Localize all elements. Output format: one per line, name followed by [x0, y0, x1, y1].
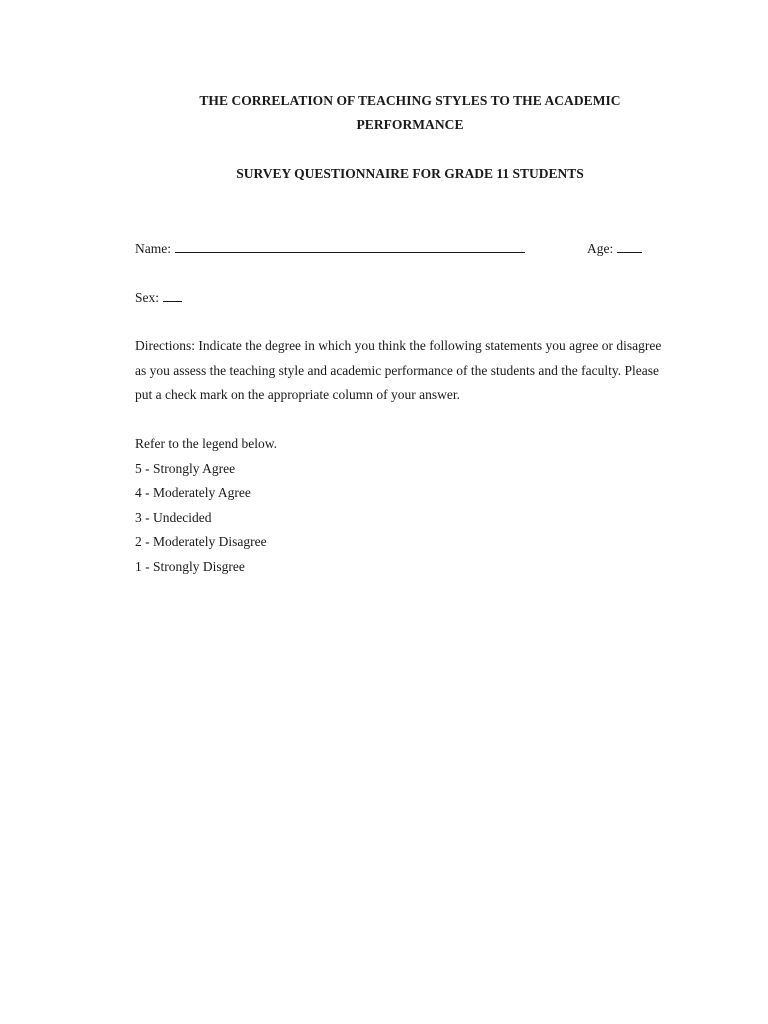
directions-paragraph: [135, 334, 695, 408]
legend-intro: Refer to the legend below.: [135, 436, 277, 451]
name-field-row: [135, 238, 525, 260]
directions-line: Directions: Indicate the degree in which you think the following statements you agree or disagree: [135, 338, 662, 353]
document-subtitle: SURVEY QUESTIONNAIRE FOR GRADE 11 STUDENTS: [236, 166, 584, 181]
title-line-2: PERFORMANCE: [356, 117, 464, 132]
age-label: Age:: [587, 241, 614, 256]
age-field-row: [587, 238, 642, 260]
legend-item: 1 - Strongly Disgree: [135, 558, 245, 574]
directions-line: put a check mark on the appropriate column of your answer.: [135, 387, 461, 402]
legend-item: 3 - Undecided: [135, 509, 212, 525]
legend-item: 2 - Moderately Disagree: [135, 534, 267, 549]
sex-label: Sex:: [135, 290, 160, 305]
legend-item: 4 - Moderately Agree: [135, 485, 251, 500]
name-label: Name:: [135, 241, 171, 256]
legend-block: [135, 432, 277, 579]
legend-item: 5 - Strongly Agree: [135, 460, 236, 476]
sex-field-row: [135, 287, 182, 309]
directions-line: as you assess the teaching style and academic performance of the students and the faculty. Please: [135, 362, 659, 378]
document-title: [100, 89, 720, 137]
title-line-1: THE CORRELATION OF TEACHING STYLES TO THE ACADEMIC: [199, 93, 621, 108]
age-blank-line[interactable]: [617, 239, 642, 253]
sex-blank-line[interactable]: [163, 288, 182, 302]
name-blank-line[interactable]: [175, 239, 525, 253]
